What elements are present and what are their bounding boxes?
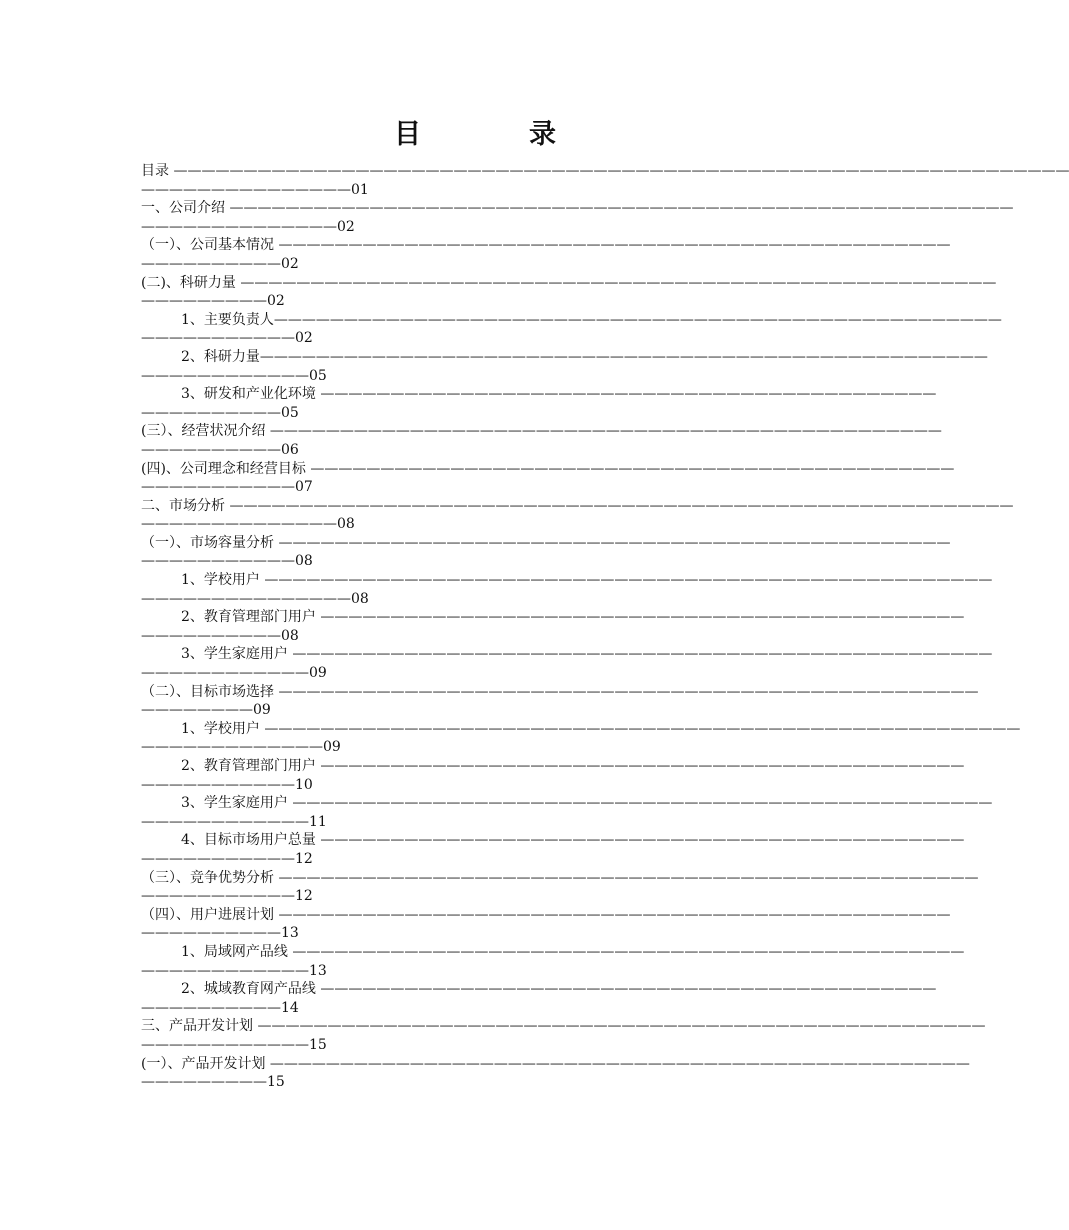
toc-entry-second-line bbox=[141, 478, 811, 497]
toc-entry-title: 2、教育管理部门用户 bbox=[181, 609, 321, 626]
toc-entry-first-line bbox=[141, 348, 988, 367]
toc-entry[interactable] bbox=[141, 906, 951, 943]
dot-leader: ——————————— bbox=[141, 888, 295, 905]
toc-entry-title: (四)、公司理念和经营目标 bbox=[141, 460, 311, 477]
dot-leader: ——————————— bbox=[141, 330, 295, 347]
toc-entry[interactable] bbox=[141, 385, 937, 422]
toc-entry-page-number: 02 bbox=[337, 218, 355, 235]
toc-entry-page-number: 05 bbox=[309, 367, 327, 384]
dot-leader: —————————————————————————————————————————————————— bbox=[292, 795, 993, 812]
dot-leader: —————————————————————————————————————————————— bbox=[310, 460, 955, 477]
dot-leader: ———————————————————————————————————————————————— bbox=[269, 423, 942, 440]
toc-entry-page-number: 08 bbox=[295, 553, 313, 570]
dot-leader: ———————————————————————————————————————————————————— bbox=[273, 311, 1002, 328]
toc-entry-title: 三、产品开发计划 bbox=[141, 1018, 258, 1035]
toc-entry-second-line bbox=[141, 404, 811, 423]
toc-entry-page-number: 11 bbox=[309, 813, 327, 830]
toc-entry-page-number: 12 bbox=[295, 888, 313, 905]
toc-entry-first-line bbox=[141, 980, 937, 999]
dot-leader: —————————————————————————————————————————————————— bbox=[278, 869, 979, 886]
dot-leader: ———————————————————————————————————————————————— bbox=[278, 906, 951, 923]
toc-entry[interactable] bbox=[141, 274, 997, 311]
toc-entry[interactable] bbox=[141, 497, 1014, 534]
toc-entry[interactable] bbox=[141, 608, 965, 645]
toc-entry-first-line bbox=[141, 831, 965, 850]
toc-entry-title: （一）、公司基本情况 bbox=[141, 237, 279, 254]
toc-entry-first-line bbox=[141, 311, 1002, 330]
toc-entry-first-line bbox=[141, 162, 1069, 181]
toc-entry[interactable] bbox=[141, 199, 1014, 236]
dot-leader: ——————————— bbox=[141, 850, 295, 867]
dot-leader: ———————————————————————————————————————————————————— bbox=[264, 572, 993, 589]
dot-leader: —————————————— bbox=[141, 218, 337, 235]
toc-entry-page-number: 10 bbox=[295, 776, 313, 793]
dot-leader: —————————— bbox=[141, 925, 281, 942]
toc-entry-title: 2、科研力量 bbox=[181, 348, 260, 365]
dot-leader: —————————————————————————————————————————————— bbox=[320, 832, 965, 849]
toc-entry-second-line bbox=[141, 590, 811, 609]
toc-entry-title: 1、主要负责人 bbox=[181, 311, 274, 328]
toc-entry-first-line bbox=[141, 757, 965, 776]
toc-entry-title: (三）、经营状况介绍 bbox=[141, 423, 270, 440]
toc-entry-first-line bbox=[141, 943, 965, 962]
toc-entry-page-number: 07 bbox=[295, 479, 313, 496]
toc-entry-page-number: 02 bbox=[267, 293, 285, 310]
toc-entry-first-line bbox=[141, 460, 955, 479]
toc-entry[interactable] bbox=[141, 794, 993, 831]
toc-entry[interactable] bbox=[141, 831, 965, 868]
toc-entry[interactable] bbox=[141, 943, 965, 980]
toc-entry-title: 1、学校用户 bbox=[181, 572, 265, 589]
toc-entry-page-number: 02 bbox=[281, 255, 299, 272]
dot-leader: —————————— bbox=[141, 441, 281, 458]
table-of-contents bbox=[141, 162, 1069, 1092]
toc-entry-first-line bbox=[141, 720, 1021, 739]
toc-entry-second-line bbox=[141, 776, 811, 795]
dot-leader: ———————————————————————————————————————————— bbox=[320, 981, 937, 998]
toc-entry[interactable] bbox=[141, 1055, 970, 1092]
toc-entry-page-number: 08 bbox=[337, 516, 355, 533]
toc-entry-page-number: 15 bbox=[267, 1074, 285, 1091]
toc-entry[interactable] bbox=[141, 645, 993, 682]
toc-entry[interactable] bbox=[141, 571, 993, 608]
dot-leader: ——————————— bbox=[141, 776, 295, 793]
toc-entry-title: 3、学生家庭用户 bbox=[181, 646, 293, 663]
toc-entry-second-line bbox=[141, 813, 811, 832]
toc-entry-first-line bbox=[141, 869, 979, 888]
toc-entry-title: 1、局域网产品线 bbox=[181, 943, 293, 960]
dot-leader: ———————————————————————————————————————————————————————————————— bbox=[173, 163, 1069, 179]
dot-leader: ————————— bbox=[141, 293, 267, 310]
toc-entry-title: 4、目标市场用户总量 bbox=[181, 832, 321, 849]
toc-entry-second-line bbox=[141, 552, 811, 571]
toc-entry-page-number: 09 bbox=[323, 739, 341, 756]
toc-entry-second-line bbox=[141, 887, 811, 906]
toc-entry-page-number: 13 bbox=[309, 962, 327, 979]
dot-leader: ——————————————— bbox=[141, 181, 351, 198]
toc-entry-page-number: 12 bbox=[295, 850, 313, 867]
toc-entry-second-line bbox=[141, 292, 811, 311]
toc-entry-title: 2、城域教育网产品线 bbox=[181, 981, 321, 998]
toc-entry-second-line bbox=[141, 664, 811, 683]
toc-entry-title: 1、学校用户 bbox=[181, 720, 265, 737]
dot-leader: ———————————————————————————————————————————————— bbox=[292, 943, 965, 960]
toc-entry[interactable] bbox=[141, 980, 937, 1017]
dot-leader: —————————————————————————————————————————————————— bbox=[269, 1055, 970, 1072]
dot-leader: ———————————— bbox=[141, 367, 309, 384]
dot-leader: —————————————————————————————————————————————————— bbox=[278, 683, 979, 700]
toc-entry-second-line bbox=[141, 924, 811, 943]
toc-entry-title: 3、研发和产业化环境 bbox=[181, 386, 321, 403]
toc-entry-second-line bbox=[141, 218, 811, 237]
dot-leader: ——————————————— bbox=[141, 590, 351, 607]
dot-leader: ———————————————————————————————————————————————————— bbox=[257, 1018, 986, 1035]
toc-entry-page-number: 08 bbox=[281, 627, 299, 644]
toc-entry-first-line bbox=[141, 1017, 986, 1036]
dot-leader: ———————————————————————————————————————————————————— bbox=[259, 348, 988, 365]
toc-entry-first-line bbox=[141, 422, 942, 441]
dot-leader: ——————————— bbox=[141, 553, 295, 570]
toc-entry[interactable] bbox=[141, 534, 951, 571]
toc-entry-first-line bbox=[141, 385, 937, 404]
dot-leader: —————————————— bbox=[141, 516, 337, 533]
toc-entry-second-line bbox=[141, 701, 811, 720]
toc-entry-first-line bbox=[141, 571, 993, 590]
toc-entry[interactable] bbox=[141, 162, 1069, 199]
dot-leader: —————————————————————————————————————————————— bbox=[320, 609, 965, 626]
toc-entry-first-line bbox=[141, 794, 993, 813]
toc-entry-first-line bbox=[141, 683, 979, 702]
toc-entry-title: 3、学生家庭用户 bbox=[181, 795, 293, 812]
toc-entry-page-number: 08 bbox=[351, 590, 369, 607]
dot-leader: —————————— bbox=[141, 255, 281, 272]
dot-leader: ———————————— bbox=[141, 962, 309, 979]
dot-leader: —————————————————————————————————————————————————————— bbox=[240, 274, 997, 291]
toc-entry-second-line bbox=[141, 850, 811, 869]
toc-entry[interactable] bbox=[141, 348, 988, 385]
toc-entry-title: 2、教育管理部门用户 bbox=[181, 758, 321, 774]
toc-entry-first-line bbox=[141, 534, 951, 553]
toc-entry-page-number: 14 bbox=[281, 999, 299, 1016]
dot-leader: —————————— bbox=[141, 999, 281, 1016]
toc-entry-second-line bbox=[141, 627, 811, 646]
toc-entry[interactable] bbox=[141, 1017, 986, 1054]
toc-entry-second-line bbox=[141, 441, 811, 460]
toc-entry-first-line bbox=[141, 645, 993, 664]
page-title: 目 录 bbox=[394, 119, 556, 150]
toc-entry-first-line bbox=[141, 497, 1014, 516]
toc-entry[interactable] bbox=[141, 311, 1002, 348]
dot-leader: —————————————————————————————————————————————————— bbox=[292, 646, 993, 663]
dot-leader: ———————————— bbox=[141, 813, 309, 830]
toc-entry-second-line bbox=[141, 255, 811, 274]
toc-entry-title: (二)、科研力量 bbox=[141, 274, 241, 291]
dot-leader: —————————————————————————————————————————————————————— bbox=[264, 720, 1021, 737]
toc-entry-first-line bbox=[141, 1055, 970, 1074]
dot-leader: ———————————————————————————————————————————— bbox=[320, 386, 937, 403]
dot-leader: ———————————————————————————————————————————————————————— bbox=[229, 497, 1014, 514]
toc-entry-title: （三）、竞争优势分析 bbox=[141, 869, 279, 886]
toc-entry-page-number: 09 bbox=[253, 702, 271, 719]
toc-entry-second-line bbox=[141, 329, 811, 348]
toc-entry-first-line bbox=[141, 274, 997, 293]
toc-entry-second-line bbox=[141, 181, 811, 200]
dot-leader: —————————— bbox=[141, 627, 281, 644]
toc-entry[interactable] bbox=[141, 422, 942, 459]
toc-entry-title: （四）、用户进展计划 bbox=[141, 906, 279, 923]
toc-entry-page-number: 05 bbox=[281, 404, 299, 421]
toc-entry-title: 目录 bbox=[141, 163, 174, 179]
toc-entry-second-line bbox=[141, 1073, 811, 1092]
toc-entry-first-line bbox=[141, 906, 951, 925]
toc-entry[interactable] bbox=[141, 720, 1021, 757]
toc-entry-first-line bbox=[141, 236, 951, 255]
toc-entry-second-line bbox=[141, 962, 811, 981]
toc-entry-title: （二）、目标市场选择 bbox=[141, 683, 279, 700]
toc-entry-title: （一）、市场容量分析 bbox=[141, 534, 279, 551]
toc-entry-second-line bbox=[141, 999, 811, 1018]
toc-entry[interactable] bbox=[141, 757, 965, 794]
dot-leader: ——————————— bbox=[141, 479, 295, 496]
dot-leader: —————————— bbox=[141, 404, 281, 421]
toc-entry[interactable] bbox=[141, 236, 951, 273]
toc-entry-second-line bbox=[141, 515, 811, 534]
toc-entry-title: (一）、产品开发计划 bbox=[141, 1055, 270, 1072]
dot-leader: ————————— bbox=[141, 1074, 267, 1091]
toc-entry-page-number: 09 bbox=[309, 665, 327, 682]
toc-entry[interactable] bbox=[141, 869, 979, 906]
dot-leader: ———————————————————————————————————————————————— bbox=[278, 534, 951, 551]
toc-entry-title: 一、公司介绍 bbox=[141, 200, 230, 217]
dot-leader: ————————————— bbox=[141, 739, 323, 756]
toc-entry-page-number: 06 bbox=[281, 441, 299, 458]
dot-leader: ———————— bbox=[141, 702, 253, 719]
toc-entry-page-number: 15 bbox=[309, 1036, 327, 1053]
dot-leader: ———————————————————————————————————————————————— bbox=[278, 237, 951, 254]
toc-entry-first-line bbox=[141, 199, 1014, 218]
dot-leader: ———————————————————————————————————————————————————————— bbox=[229, 200, 1014, 217]
toc-entry-second-line bbox=[141, 1036, 811, 1055]
toc-entry[interactable] bbox=[141, 683, 979, 720]
toc-entry-first-line bbox=[141, 608, 965, 627]
toc-entry-second-line bbox=[141, 367, 811, 386]
dot-leader: ———————————— bbox=[141, 1036, 309, 1053]
dot-leader: ———————————— bbox=[141, 665, 309, 682]
toc-entry-page-number: 01 bbox=[351, 181, 369, 198]
dot-leader: —————————————————————————————————————————————— bbox=[320, 758, 965, 774]
toc-entry[interactable] bbox=[141, 460, 955, 497]
toc-entry-page-number: 02 bbox=[295, 330, 313, 347]
toc-entry-page-number: 13 bbox=[281, 925, 299, 942]
toc-entry-title: 二、市场分析 bbox=[141, 497, 230, 514]
toc-entry-second-line bbox=[141, 738, 811, 757]
